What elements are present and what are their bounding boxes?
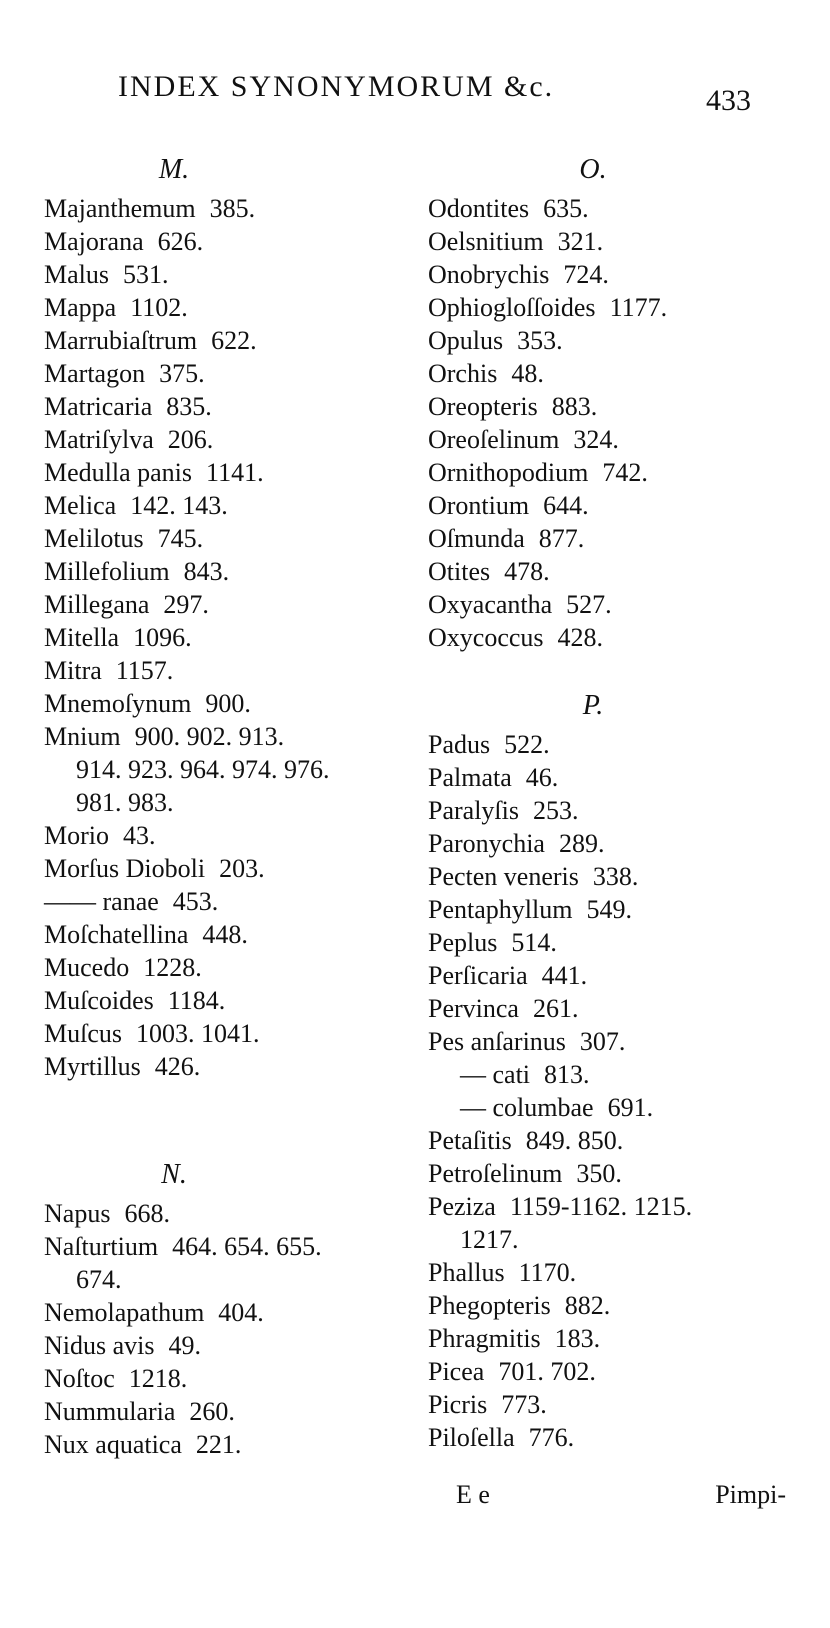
index-entry bbox=[44, 852, 404, 885]
entry-pages: 338. bbox=[592, 862, 639, 891]
index-entry bbox=[428, 827, 808, 860]
entry-pages: 46. bbox=[525, 763, 559, 792]
entry-pages: 321. bbox=[557, 227, 604, 256]
entry-term: Nemolapathum bbox=[44, 1298, 205, 1327]
entry-term: Oelsnitium bbox=[428, 227, 544, 256]
entry-term: Pes anſarinus bbox=[428, 1027, 566, 1056]
entry-term: Mitra bbox=[44, 656, 102, 685]
entry-pages: 776. bbox=[528, 1423, 575, 1452]
entry-pages: 478. bbox=[504, 557, 550, 586]
section-gap bbox=[428, 654, 808, 684]
index-entry bbox=[44, 1362, 404, 1395]
entry-pages: 1003. 1041. bbox=[136, 1019, 260, 1048]
index-entry bbox=[428, 1256, 808, 1289]
entry-pages: 883. bbox=[551, 392, 598, 421]
entry-term: Petaſitis bbox=[428, 1126, 512, 1155]
index-entry bbox=[44, 1017, 404, 1050]
entry-pages: 1170. bbox=[518, 1258, 577, 1287]
index-entry bbox=[44, 390, 404, 423]
entry-pages: 48. bbox=[511, 359, 544, 388]
running-header: INDEX SYNONYMORUM &c. bbox=[118, 70, 555, 103]
entry-term: Phragmitis bbox=[428, 1324, 541, 1353]
entry-term: Mucedo bbox=[44, 953, 130, 982]
index-entry bbox=[428, 1223, 808, 1256]
entry-term: Melica bbox=[44, 491, 117, 520]
entry-term: Padus bbox=[428, 730, 491, 759]
entry-term: Paronychia bbox=[428, 829, 545, 858]
section-gap bbox=[44, 1083, 404, 1153]
entry-pages: 691. bbox=[607, 1093, 654, 1122]
index-entry bbox=[44, 324, 404, 357]
index-entry bbox=[428, 555, 808, 588]
entry-pages: 448. bbox=[202, 920, 248, 949]
index-entry bbox=[44, 291, 404, 324]
entry-term: Piloſella bbox=[428, 1423, 515, 1452]
entry-pages: 882. bbox=[564, 1291, 611, 1320]
index-entry bbox=[428, 1421, 808, 1454]
index-entry bbox=[428, 1322, 808, 1355]
entry-pages: 253. bbox=[533, 796, 579, 825]
index-entry bbox=[428, 1058, 808, 1091]
entry-pages: 981. 983. bbox=[76, 788, 174, 817]
entry-term: Picris bbox=[428, 1390, 488, 1419]
index-entry bbox=[428, 258, 808, 291]
entry-term: Muſcus bbox=[44, 1019, 122, 1048]
entry-term: Peziza bbox=[428, 1192, 496, 1221]
entry-term: Matricaria bbox=[44, 392, 153, 421]
entry-term: Peplus bbox=[428, 928, 498, 957]
entry-pages: 464. 654. 655. bbox=[172, 1232, 322, 1261]
entry-pages: 375. bbox=[159, 359, 205, 388]
entry-term: Oxyacantha bbox=[428, 590, 553, 619]
entry-pages: 674. bbox=[76, 1265, 122, 1294]
index-entry bbox=[428, 728, 808, 761]
entry-pages: 1157. bbox=[115, 656, 174, 685]
entry-pages: 835. bbox=[166, 392, 212, 421]
entry-pages: 635. bbox=[543, 194, 589, 223]
index-entry bbox=[428, 225, 808, 258]
index-entry bbox=[44, 753, 404, 786]
entry-pages: 142. 143. bbox=[130, 491, 228, 520]
index-entry bbox=[428, 1355, 808, 1388]
entry-term: Phegopteris bbox=[428, 1291, 551, 1320]
entry-pages: 428. bbox=[557, 623, 604, 652]
entry-pages: 914. 923. 964. 974. 976. bbox=[76, 755, 330, 784]
entry-pages: 644. bbox=[543, 491, 589, 520]
entry-term: Myrtillus bbox=[44, 1052, 141, 1081]
index-entry bbox=[44, 819, 404, 852]
catchword: Pimpi- bbox=[715, 1480, 786, 1509]
index-entry bbox=[428, 489, 808, 522]
entry-term: Palmata bbox=[428, 763, 512, 792]
index-entry bbox=[428, 1124, 808, 1157]
entry-term: Ornithopodium bbox=[428, 458, 589, 487]
entry-pages: 701. 702. bbox=[498, 1357, 596, 1386]
index-entry bbox=[44, 1263, 404, 1296]
entry-term: Nux aquatica bbox=[44, 1430, 182, 1459]
entry-pages: 900. bbox=[205, 689, 251, 718]
entry-pages: 1228. bbox=[143, 953, 202, 982]
entry-term: Medulla panis bbox=[44, 458, 193, 487]
index-entry bbox=[44, 1329, 404, 1362]
entry-pages: 49. bbox=[168, 1331, 201, 1360]
entry-term: Marrubiaſtrum bbox=[44, 326, 198, 355]
entry-pages: 441. bbox=[541, 961, 588, 990]
index-entry bbox=[428, 390, 808, 423]
entry-term: Picea bbox=[428, 1357, 485, 1386]
entry-term: Pentaphyllum bbox=[428, 895, 573, 924]
index-entry bbox=[44, 654, 404, 687]
left-column bbox=[44, 148, 404, 1461]
index-entry bbox=[44, 489, 404, 522]
entry-pages: 350. bbox=[576, 1159, 622, 1188]
entry-term: Muſcoides bbox=[44, 986, 154, 1015]
entry-pages: 724. bbox=[563, 260, 609, 289]
index-entry bbox=[44, 621, 404, 654]
entry-pages: 813. bbox=[544, 1060, 590, 1089]
entry-pages: 626. bbox=[157, 227, 204, 256]
entry-term: Paralyſis bbox=[428, 796, 519, 825]
index-entry bbox=[44, 951, 404, 984]
index-entry bbox=[44, 588, 404, 621]
entry-term: Malus bbox=[44, 260, 109, 289]
entry-pages: 1177. bbox=[609, 293, 668, 322]
entry-term: Ophiogloſſoides bbox=[428, 293, 596, 322]
entry-term: Majorana bbox=[44, 227, 144, 256]
entry-pages: 1102. bbox=[130, 293, 188, 322]
entry-pages: 877. bbox=[538, 524, 585, 553]
entry-term: Majanthemum bbox=[44, 194, 196, 223]
entry-pages: 307. bbox=[579, 1027, 626, 1056]
entry-pages: 1141. bbox=[206, 458, 264, 487]
entry-pages: 261. bbox=[532, 994, 579, 1023]
index-entry bbox=[428, 588, 808, 621]
index-entry bbox=[428, 959, 808, 992]
entry-term: Oſmunda bbox=[428, 524, 525, 553]
index-entry bbox=[428, 192, 808, 225]
entry-pages: 668. bbox=[124, 1199, 170, 1228]
entry-pages: 514. bbox=[511, 928, 557, 957]
index-entry bbox=[44, 192, 404, 225]
index-entry bbox=[44, 687, 404, 720]
entry-pages: 522. bbox=[504, 730, 550, 759]
right-column bbox=[428, 148, 808, 1454]
index-entry bbox=[44, 258, 404, 291]
entry-term: Noſtoc bbox=[44, 1364, 115, 1393]
entry-pages: 549. bbox=[586, 895, 632, 924]
entry-term: Oreopteris bbox=[428, 392, 538, 421]
index-entry bbox=[428, 522, 808, 555]
section-letter: O. bbox=[579, 154, 607, 185]
entry-term: Millegana bbox=[44, 590, 150, 619]
index-entry bbox=[44, 555, 404, 588]
entry-pages: 203. bbox=[219, 854, 265, 883]
index-entry bbox=[428, 1157, 808, 1190]
index-entry bbox=[428, 1388, 808, 1421]
entry-pages: 404. bbox=[218, 1298, 264, 1327]
entry-term: Phallus bbox=[428, 1258, 505, 1287]
entry-term: Otites bbox=[428, 557, 491, 586]
index-entry bbox=[428, 423, 808, 456]
index-entry bbox=[428, 1289, 808, 1322]
entry-term: Morio bbox=[44, 821, 109, 850]
entry-pages: 900. 902. 913. bbox=[134, 722, 285, 751]
entry-term: Mappa bbox=[44, 293, 117, 322]
index-entry bbox=[44, 423, 404, 456]
index-entry bbox=[428, 621, 808, 654]
entry-term: Orchis bbox=[428, 359, 498, 388]
entry-term: Nummularia bbox=[44, 1397, 176, 1426]
entry-term: Melilotus bbox=[44, 524, 144, 553]
section-letter: P. bbox=[582, 690, 604, 721]
entry-term: Matriſylva bbox=[44, 425, 154, 454]
entry-term: Oxycoccus bbox=[428, 623, 544, 652]
page-number: 433 bbox=[706, 84, 751, 117]
section-letter: N. bbox=[161, 1159, 187, 1190]
entry-pages: 849. 850. bbox=[525, 1126, 624, 1155]
index-entry bbox=[44, 1197, 404, 1230]
entry-term: Moſchatellina bbox=[44, 920, 189, 949]
entry-term: Mnemoſynum bbox=[44, 689, 192, 718]
entry-pages: 745. bbox=[157, 524, 204, 553]
entry-term: Odontites bbox=[428, 194, 530, 223]
entry-term: Opulus bbox=[428, 326, 504, 355]
entry-pages: 353. bbox=[517, 326, 563, 355]
index-entry bbox=[44, 1230, 404, 1263]
entry-term: Onobrychis bbox=[428, 260, 550, 289]
entry-pages: 289. bbox=[558, 829, 605, 858]
index-entry bbox=[44, 1395, 404, 1428]
index-entry bbox=[428, 860, 808, 893]
index-entry bbox=[44, 918, 404, 951]
index-entry bbox=[428, 893, 808, 926]
entry-pages: 426. bbox=[154, 1052, 201, 1081]
entry-term: Mitella bbox=[44, 623, 120, 652]
entry-term: Napus bbox=[44, 1199, 111, 1228]
index-entry bbox=[428, 794, 808, 827]
entry-pages: 43. bbox=[123, 821, 156, 850]
entry-pages: 385. bbox=[209, 194, 256, 223]
entry-pages: 527. bbox=[566, 590, 612, 619]
entry-pages: 1184. bbox=[167, 986, 226, 1015]
index-entry bbox=[428, 1190, 808, 1223]
index-entry bbox=[44, 357, 404, 390]
index-entry bbox=[44, 786, 404, 819]
index-entry bbox=[44, 522, 404, 555]
index-entry bbox=[44, 984, 404, 1017]
entry-pages: 622. bbox=[211, 326, 257, 355]
entry-pages: 324. bbox=[573, 425, 619, 454]
entry-pages: 1159-1162. 1215. bbox=[509, 1192, 693, 1221]
entry-pages: 206. bbox=[167, 425, 214, 454]
entry-pages: 297. bbox=[163, 590, 209, 619]
entry-pages: 183. bbox=[554, 1324, 601, 1353]
entry-term: Nidus avis bbox=[44, 1331, 155, 1360]
entry-term: Naſturtium bbox=[44, 1232, 159, 1261]
signature-mark: E e bbox=[456, 1480, 490, 1509]
entry-pages: 531. bbox=[123, 260, 169, 289]
entry-term: Martagon bbox=[44, 359, 146, 388]
entry-term: Petroſelinum bbox=[428, 1159, 563, 1188]
index-entry bbox=[44, 225, 404, 258]
entry-term: — cati bbox=[460, 1060, 531, 1089]
index-entry bbox=[428, 761, 808, 794]
entry-pages: 742. bbox=[602, 458, 648, 487]
index-entry bbox=[44, 1428, 404, 1461]
index-entry bbox=[428, 1091, 808, 1124]
entry-term: Millefolium bbox=[44, 557, 170, 586]
index-entry bbox=[44, 885, 404, 918]
index-entry bbox=[428, 992, 808, 1025]
entry-term: Morſus Dioboli bbox=[44, 854, 206, 883]
index-entry bbox=[44, 720, 404, 753]
entry-pages: 1096. bbox=[133, 623, 192, 652]
entry-pages: 1217. bbox=[460, 1225, 519, 1254]
entry-pages: 773. bbox=[501, 1390, 547, 1419]
entry-pages: 843. bbox=[183, 557, 230, 586]
entry-pages: 453. bbox=[172, 887, 219, 916]
entry-term: Oreoſelinum bbox=[428, 425, 560, 454]
index-entry bbox=[428, 926, 808, 959]
entry-term: Mnium bbox=[44, 722, 121, 751]
entry-term: Pervinca bbox=[428, 994, 519, 1023]
index-entry bbox=[44, 456, 404, 489]
entry-pages: 221. bbox=[195, 1430, 242, 1459]
index-entry bbox=[44, 1050, 404, 1083]
index-entry bbox=[428, 456, 808, 489]
index-entry bbox=[428, 1025, 808, 1058]
entry-pages: 1218. bbox=[128, 1364, 188, 1393]
entry-term: Pecten veneris bbox=[428, 862, 579, 891]
section-letter: M. bbox=[158, 154, 190, 185]
index-entry bbox=[428, 324, 808, 357]
entry-term: Perſicaria bbox=[428, 961, 528, 990]
index-entry bbox=[44, 1296, 404, 1329]
entry-pages: 260. bbox=[189, 1397, 235, 1426]
entry-term: — columbae bbox=[460, 1093, 594, 1122]
index-entry bbox=[428, 357, 808, 390]
entry-term: Orontium bbox=[428, 491, 530, 520]
index-entry bbox=[428, 291, 808, 324]
entry-term: —— ranae bbox=[44, 887, 159, 916]
